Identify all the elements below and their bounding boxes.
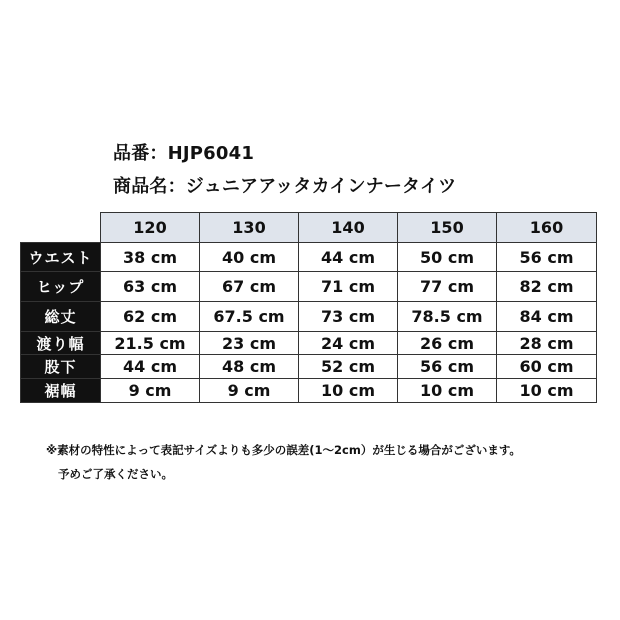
table-cell: 62 cm xyxy=(101,302,200,332)
disclaimer-note-continued: 予めご了承ください。 xyxy=(58,467,173,481)
size-header: 160 xyxy=(497,213,597,243)
table-row-waist xyxy=(21,243,597,272)
table-cell: 40 cm xyxy=(200,243,299,272)
product-code: 品番：HJP6041 xyxy=(113,143,255,164)
table-cell: 9 cm xyxy=(101,379,200,403)
table-cell: 10 cm xyxy=(299,379,398,403)
table-cell: 77 cm xyxy=(398,272,497,302)
product-name: 商品名：ジュニアアッタカインナータイツ xyxy=(113,176,457,197)
size-header: 130 xyxy=(200,213,299,243)
table-cell: 73 cm xyxy=(299,302,398,332)
row-label: 股下 xyxy=(21,355,101,379)
table-cell: 44 cm xyxy=(101,355,200,379)
table-cell: 9 cm xyxy=(200,379,299,403)
size-table xyxy=(20,212,597,403)
table-cell: 24 cm xyxy=(299,332,398,355)
row-label: ヒップ xyxy=(21,272,101,302)
table-cell: 63 cm xyxy=(101,272,200,302)
table-row-hem-width xyxy=(21,379,597,403)
table-cell: 60 cm xyxy=(497,355,597,379)
table-cell: 78.5 cm xyxy=(398,302,497,332)
table-cell: 23 cm xyxy=(200,332,299,355)
table-row-thigh-width xyxy=(21,332,597,355)
table-cell: 67 cm xyxy=(200,272,299,302)
size-header: 140 xyxy=(299,213,398,243)
table-cell: 56 cm xyxy=(497,243,597,272)
table-cell: 26 cm xyxy=(398,332,497,355)
size-header: 120 xyxy=(101,213,200,243)
row-label: 渡り幅 xyxy=(21,332,101,355)
table-cell: 38 cm xyxy=(101,243,200,272)
table-cell: 84 cm xyxy=(497,302,597,332)
table-cell: 56 cm xyxy=(398,355,497,379)
row-label: ウエスト xyxy=(21,243,101,272)
table-cell: 10 cm xyxy=(398,379,497,403)
row-label: 裾幅 xyxy=(21,379,101,403)
table-cell: 67.5 cm xyxy=(200,302,299,332)
table-cell: 21.5 cm xyxy=(101,332,200,355)
disclaimer-note: ※素材の特性によって表記サイズよりも多少の誤差(1〜2cm）が生じる場合がございます。 xyxy=(46,443,521,457)
table-cell: 82 cm xyxy=(497,272,597,302)
size-header-row xyxy=(21,213,597,243)
table-cell: 10 cm xyxy=(497,379,597,403)
table-cell: 50 cm xyxy=(398,243,497,272)
table-cell: 44 cm xyxy=(299,243,398,272)
row-label: 総丈 xyxy=(21,302,101,332)
table-cell: 48 cm xyxy=(200,355,299,379)
table-cell: 71 cm xyxy=(299,272,398,302)
table-cell: 52 cm xyxy=(299,355,398,379)
table-cell: 28 cm xyxy=(497,332,597,355)
table-row-total-length xyxy=(21,302,597,332)
table-corner xyxy=(21,213,101,243)
size-header: 150 xyxy=(398,213,497,243)
table-row-inseam xyxy=(21,355,597,379)
table-row-hip xyxy=(21,272,597,302)
